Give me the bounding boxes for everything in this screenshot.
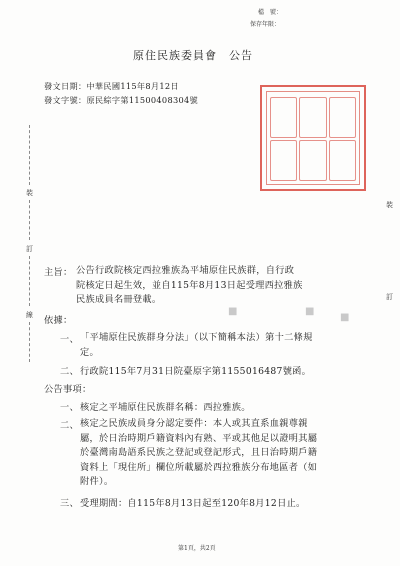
binding-mark-xian: 線 [26, 311, 33, 319]
official-seal-stamp [260, 85, 366, 191]
archive-number-label: 檔 號： [258, 9, 283, 16]
document-title: 原住民族委員會 公告 [133, 49, 253, 62]
binding-line-segment [29, 256, 30, 306]
page-number: 第1頁，共2頁 [178, 545, 216, 552]
right-edge-mark: 裝 [386, 201, 393, 209]
notice-item-number: 三、 [60, 498, 79, 509]
right-edge-mark: 訂 [386, 293, 393, 301]
basis-item-text [80, 331, 313, 360]
subject-line: 公告行政院核定西拉雅族為平埔原住民族群，自行政 [76, 265, 295, 276]
notice-item-number: 一、 [60, 402, 79, 413]
basis-line: 定。 [80, 346, 99, 358]
binding-line-segment [29, 322, 30, 362]
binding-line-segment [29, 125, 30, 185]
basis-label: 依據： [44, 315, 73, 326]
binding-mark-zhuang: 裝 [26, 189, 33, 197]
notice-line: 屬，於日治時期戶籍資料內有熟、平或其他足以證明其屬 [80, 432, 318, 444]
show-through-mark: ■ [305, 306, 315, 317]
notice-line: 附件）。 [80, 476, 114, 487]
notice-label: 公告事項： [44, 384, 92, 395]
subject-label: 主旨： [44, 267, 73, 278]
show-through-mark: ■ [228, 306, 238, 317]
basis-item-number: 二、 [60, 366, 79, 377]
binding-line-segment [29, 200, 30, 240]
basis-line: 「平埔原住民族群身分法」（以下簡稱本法）第十二條規 [80, 332, 313, 343]
show-through-mark: ■ [340, 312, 350, 323]
issue-number: 發文字號：原民綜字第11500408304號 [44, 95, 198, 105]
notice-line: 於臺灣南島語系民族之登記或登記形式，且日治時期戶籍 [80, 447, 318, 458]
notice-item-text: 受理期間：自115年8月13日起至120年8月12日止。 [80, 498, 306, 509]
subject-line: 民族成員名冊登載。 [76, 294, 162, 305]
notice-line: 核定之民族成員身分認定要件：本人或其直系血親尊親 [80, 418, 308, 429]
retention-period-label: 保存年限： [250, 21, 281, 28]
notice-line: 資料上「現住所」欄位所載屬於西拉雅族分布地區者（如 [80, 461, 318, 473]
issue-date: 發文日期：中華民國115年8月12日 [44, 81, 179, 91]
binding-mark-ding: 訂 [26, 245, 33, 253]
basis-item-text: 行政院115年7月31日院臺原字第1155016487號函。 [80, 366, 312, 377]
subject-text [76, 264, 303, 308]
notice-item-number: 二、 [60, 420, 79, 431]
subject-line: 院核定日起生效，並自115年8月13日起受理西拉雅族 [76, 279, 303, 291]
notice-item-text: 核定之平埔原住民族群名稱：西拉雅族。 [80, 402, 251, 413]
notice-item-text [80, 417, 317, 490]
basis-item-number: 一、 [60, 334, 79, 345]
